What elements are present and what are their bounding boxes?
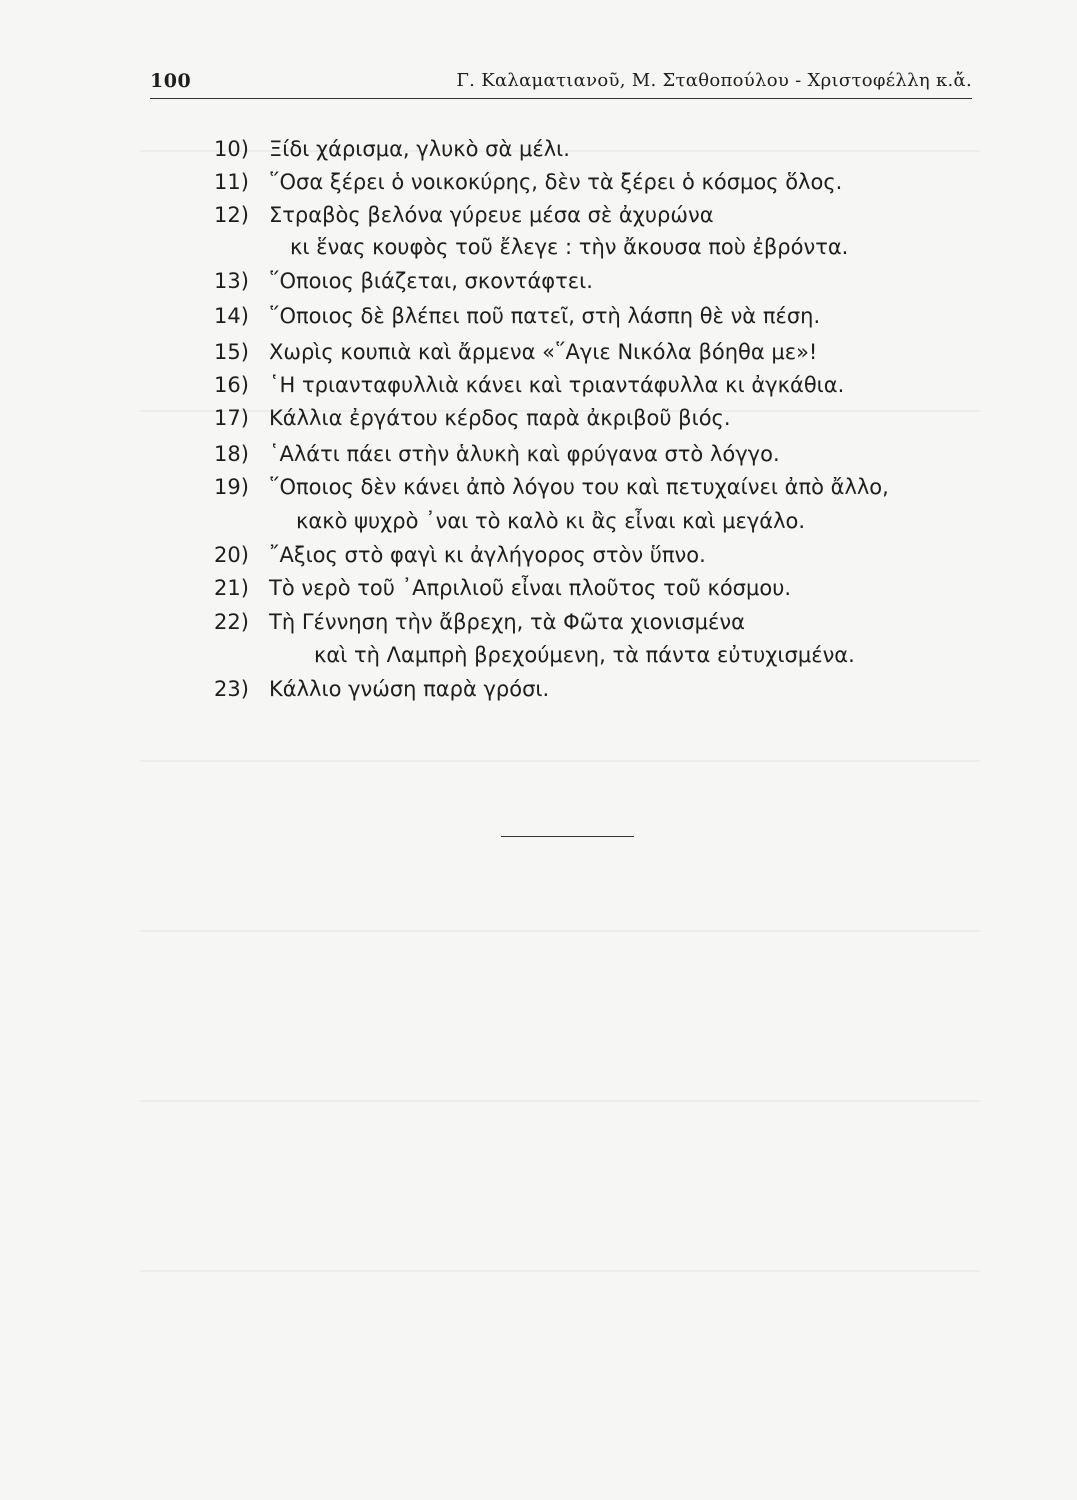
- running-head: Γ. Καλαματιανοῦ, Μ. Σταθοπούλου - Χριστοφέλλη κ.ἄ.: [456, 70, 972, 91]
- proverb-number: 23): [214, 677, 249, 701]
- proverb-text: Στραβὸς βελόνα γύρευε μέσα σὲ ἀχυρώνα: [269, 203, 714, 227]
- proverb-continuation: κι ἕνας κουφὸς τοῦ ἔλεγε : τὴν ἄκουσα ποὺ ἐβρόντα.: [290, 235, 849, 259]
- proverb-text: Τὴ Γέννηση τὴν ἄβρεχη, τὰ Φῶτα χιονισμένα: [269, 610, 745, 634]
- proverb-text: ῎Αξιος στὸ φαγὶ κι ἀγλήγορος στὸν ὕπνο.: [269, 543, 706, 567]
- proverb-text: Τὸ νερὸ τοῦ ᾽Απριλιοῦ εἶναι πλοῦτος τοῦ κόσμου.: [269, 576, 792, 600]
- proverb-text: Κάλλιο γνώση παρὰ γρόσι.: [269, 677, 550, 701]
- proverb-item: [214, 301, 820, 331]
- proverb-item: [214, 674, 549, 704]
- proverb-number: 13): [214, 269, 249, 293]
- proverb-item: [214, 134, 570, 164]
- proverb-item: [214, 403, 731, 433]
- proverb-number: 18): [214, 442, 249, 466]
- header-rule: [150, 98, 972, 99]
- proverb-number: 19): [214, 475, 249, 499]
- proverb-text: Χωρὶς κουπιὰ καὶ ἄρμενα «῞Αγιε Νικόλα βόηθα με»!: [269, 340, 818, 364]
- proverb-item: [214, 607, 745, 637]
- section-end-rule: [501, 836, 634, 837]
- proverb-continuation: καὶ τὴ Λαμπρὴ βρεχούμενη, τὰ πάντα εὐτυχισμένα.: [314, 643, 855, 667]
- proverb-item: [214, 167, 842, 197]
- page-number: 100: [150, 70, 192, 92]
- proverb-text: ῞Οποιος δὲν κάνει ἀπὸ λόγου του καὶ πετυχαίνει ἀπὸ ἄλλο,: [269, 475, 889, 499]
- proverb-number: 17): [214, 406, 249, 430]
- proverb-number: 11): [214, 170, 249, 194]
- proverb-number: 10): [214, 137, 249, 161]
- proverb-number: 14): [214, 304, 249, 328]
- proverb-item: [214, 540, 706, 570]
- proverb-text: ῾Αλάτι πάει στὴν ἁλυκὴ καὶ φρύγανα στὸ λόγγο.: [269, 442, 780, 466]
- proverb-text: Ξίδι χάρισμα, γλυκὸ σὰ μέλι.: [269, 137, 570, 161]
- proverb-number: 21): [214, 576, 249, 600]
- proverb-item: [214, 573, 791, 603]
- proverb-number: 15): [214, 340, 249, 364]
- bleed-through-line: [140, 760, 980, 762]
- proverb-item: [214, 266, 593, 296]
- proverb-item: [214, 439, 780, 469]
- proverb-continuation: κακὸ ψυχρὸ ᾽ναι τὸ καλὸ κι ἂς εἶναι καὶ μεγάλο.: [296, 509, 806, 533]
- page-header: [150, 70, 972, 96]
- proverb-number: 20): [214, 543, 249, 567]
- proverb-item: [214, 472, 889, 502]
- proverb-item: [214, 200, 714, 230]
- proverb-number: 16): [214, 373, 249, 397]
- proverb-text: ῞Οποιος δὲ βλέπει ποῦ πατεῖ, στὴ λάσπη θὲ νὰ πέση.: [269, 304, 821, 328]
- proverb-number: 22): [214, 610, 249, 634]
- bleed-through-line: [140, 1270, 980, 1272]
- proverb-text: ῾Η τριανταφυλλιὰ κάνει καὶ τριαντάφυλλα κι ἀγκάθια.: [269, 373, 845, 397]
- proverb-item: [214, 370, 844, 400]
- proverb-text: Κάλλια ἐργάτου κέρδος παρὰ ἀκριβοῦ βιός.: [269, 406, 731, 430]
- proverb-text: ῞Οποιος βιάζεται, σκοντάφτει.: [269, 269, 593, 293]
- proverb-text: ῞Οσα ξέρει ὁ νοικοκύρης, δὲν τὰ ξέρει ὁ κόσμος ὅλος.: [269, 170, 843, 194]
- bleed-through-line: [140, 1100, 980, 1102]
- proverb-item: [214, 337, 817, 367]
- bleed-through-line: [140, 930, 980, 932]
- proverb-number: 12): [214, 203, 249, 227]
